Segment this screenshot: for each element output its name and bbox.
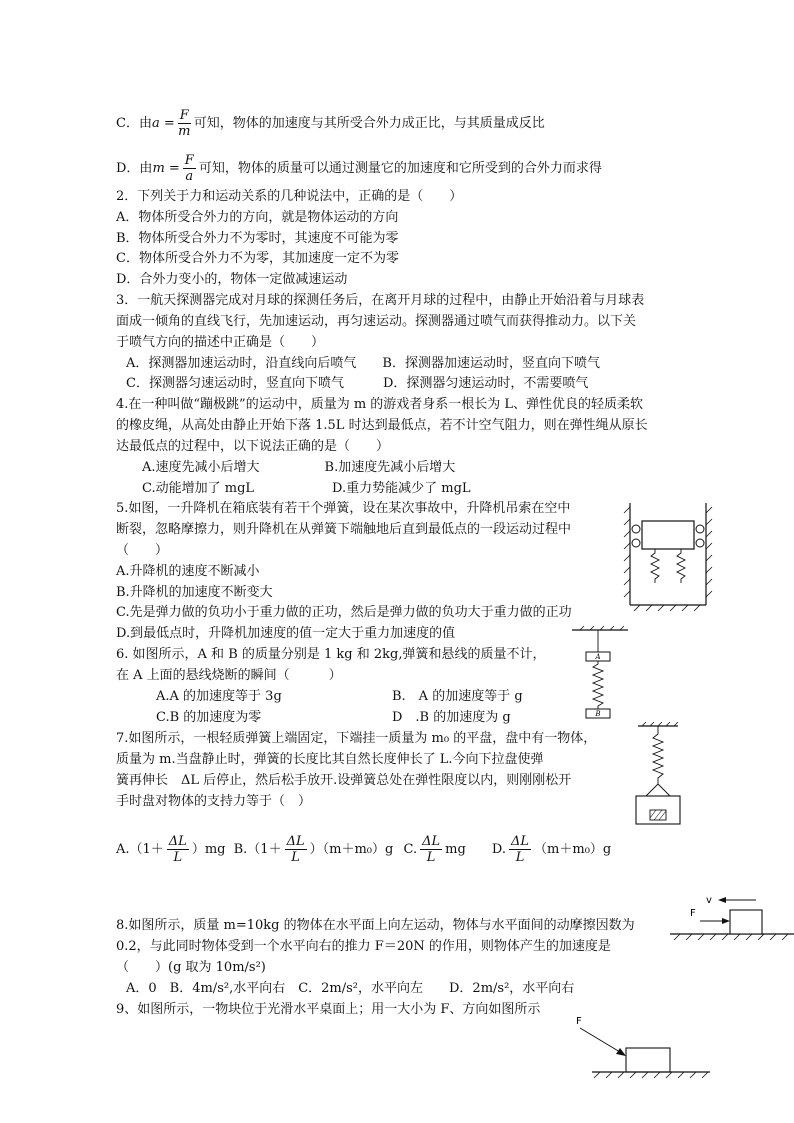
q1-option-d: D．由m = $\frac{F}{a}$ 可知，物体的质量可以通过测量它的加速度和它所受到的合外力而求得 xyxy=(116,153,602,184)
q4-stem-3: 达最低点的过程中，以下说法正确的是（ ） xyxy=(116,439,390,454)
q5-option-c: C.先是弹力做的负功小于重力做的正功，然后是弹力做的负功大于重力做的正功 xyxy=(116,605,572,620)
q1-d-fraction: $\frac{F}{a}$ xyxy=(184,153,194,184)
q6-option-c: C.B 的加速度为零 xyxy=(156,710,262,725)
q4-options-cd: C.动能增加了 mgL D.重力势能减少了 mgL xyxy=(142,481,471,496)
q2-option-b: B．物体所受合外力不为零时，其速度不可能为零 xyxy=(116,231,399,246)
q7-option-d: D. $\frac{\Delta L}{L}$ （m＋m₀）g xyxy=(491,834,612,865)
q8-options: A．0 B．4m/s²,水平向右 C．2m/s²，水平向左 D．2m/s²，水平向右 xyxy=(126,981,575,996)
spring-pan-diagram xyxy=(632,722,684,826)
q7-stem-2: 质量为 m.当盘静止时，弹簧的长度比其自然长度伸长了 L.今向下拉盘使弹 xyxy=(116,752,544,767)
q5-option-b: B.升降机的加速度不断变大 xyxy=(116,585,273,600)
velocity-label: v xyxy=(706,895,712,906)
block-force-diagram xyxy=(670,894,794,940)
q6-stem-2: 在 A 上面的悬线烧断的瞬间（ ） xyxy=(116,668,342,683)
q5-stem-3: （ ） xyxy=(116,543,169,558)
q2-stem: 2．下列关于力和运动关系的几种说法中，正确的是（ ） xyxy=(116,189,463,204)
q5-option-a: A.升降机的速度不断减小 xyxy=(116,564,260,579)
q4-stem-1: 4.在一种叫做“蹦极跳”的运动中，质量为 m 的游戏者身系一根长为 L、弹性优良的轻质柔软 xyxy=(116,397,644,412)
q6-stem-1: 6. 如图所示，A 和 B 的质量分别是 1 kg 和 2kg,弹簧和悬线的质量不计， xyxy=(116,647,546,662)
q4-options-ab: A.速度先减小后增大 B.加速度先减小后增大 xyxy=(142,460,456,475)
force-label: F xyxy=(690,908,696,919)
q2-option-c: C．物体所受合外力不为零，其加速度一定不为零 xyxy=(116,251,399,266)
q3-stem-1: 3．一航天探测器完成对月球的探测任务后，在离开月球的过程中，由静止开始沿着与月球表 xyxy=(116,293,645,308)
q7-stem-3: 簧再伸长 ΔL 后停止，然后松手放开.设弹簧总处在弹性限度以内，则刚刚松开 xyxy=(116,773,572,788)
q3-stem-2: 面成一倾角的直线飞行，先加速运动，再匀速运动。探测器通过喷气而获得推动力。以下关 xyxy=(116,314,637,329)
q5-option-d: D.到最低点时，升降机加速度的值一定大于重力加速度的值 xyxy=(116,626,456,641)
q3-stem-3: 于喷气方向的描述中正确是（ ） xyxy=(116,335,325,350)
q8-stem-1: 8.如图所示，质量 m=10kg 的物体在水平面上向左运动，物体与水平面间的动摩擦因数为 xyxy=(116,918,635,933)
q1-option-c: C．由a = $\frac{F}{m}$ 可知，物体的加速度与其所受合外力成正比，与其质量成反比 xyxy=(116,108,545,139)
q5-stem-1: 5.如图，一升降机在箱底装有若干个弹簧，设在某次事故中，升降机吊索在空中 xyxy=(116,501,571,516)
q9-force-label: F xyxy=(576,1016,582,1027)
q7-option-a: A.（1＋ $\frac{\Delta L}{L}$ ）mg xyxy=(116,834,226,865)
q7-options xyxy=(116,834,611,865)
q3-options-ab: A．探测器加速运动时，沿直线向后喷气 B．探测器加速运动时，竖直向下喷气 xyxy=(126,356,600,371)
q2-option-a: A．物体所受合外力的方向，就是物体运动的方向 xyxy=(116,210,399,225)
q7-stem-1: 7.如图所示，一根轻质弹簧上端固定，下端挂一质量为 m₀ 的平盘，盘中有一物体， xyxy=(116,731,597,746)
q7-stem-4: 手时盘对物体的支持力等于（ ） xyxy=(116,794,312,809)
block-a-label: A xyxy=(595,653,601,661)
q1-c-fraction: $\frac{F}{m}$ xyxy=(178,108,191,139)
q4-stem-2: 的橡皮绳，从高处由静止开始下落 1.5L 时达到最低点，若不计空气阻力，则在弹性绳从原长 xyxy=(116,418,648,433)
block-b-label: B xyxy=(595,710,601,718)
inclined-force-block-diagram xyxy=(574,1012,714,1082)
q8-stem-2: 0.2，与此同时物体受到一个水平向右的推力 F＝20N 的作用，则物体产生的加速度是 xyxy=(116,939,611,954)
q5-stem-2: 断裂，忽略摩擦力，则升降机在从弹簧下端触地后直到最低点的一段运动过程中 xyxy=(116,522,572,537)
q6-option-b: B. A 的加速度等于 g xyxy=(392,689,523,704)
q2-option-d: D．合外力变小的，物体一定做减速运动 xyxy=(116,272,348,287)
q7-option-b: B.（1＋ $\frac{\Delta L}{L}$ ）（m＋m₀）g xyxy=(233,834,394,865)
q3-options-cd: C．探测器匀速运动时，竖直向下喷气 D．探测器匀速运动时，不需要喷气 xyxy=(126,376,589,391)
hanging-blocks-diagram xyxy=(572,626,628,722)
q6-option-d: D .B 的加速度为 g xyxy=(392,710,511,725)
elevator-spring-diagram xyxy=(628,503,710,611)
q8-stem-3: （ ）(g 取为 10m/s²) xyxy=(116,960,266,975)
q9-stem: 9、如图所示，一物块位于光滑水平桌面上；用一大小为 F、方向如图所示 xyxy=(116,1002,541,1017)
q6-option-a: A.A 的加速度等于 3g xyxy=(156,689,282,704)
q7-option-c: C. $\frac{\Delta L}{L}$ mg xyxy=(403,834,466,865)
